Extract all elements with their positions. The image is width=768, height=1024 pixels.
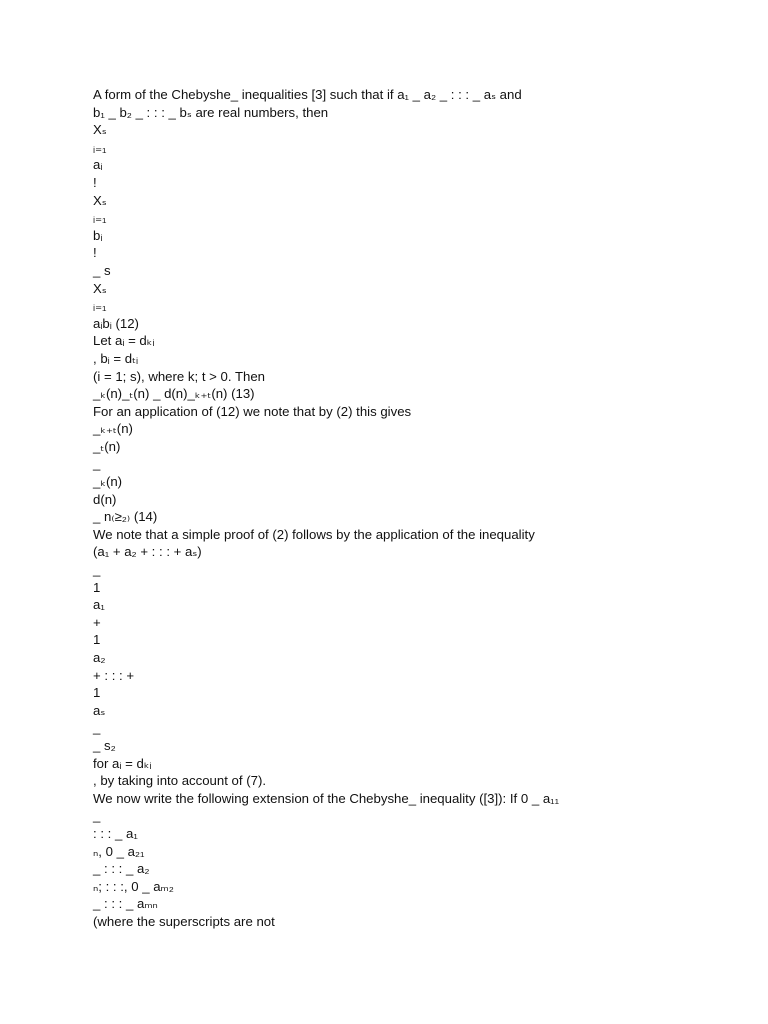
text-line: ᵢ₌₁: [93, 210, 107, 226]
text-line: _ₜ(n): [93, 438, 121, 454]
text-line: a₂: [93, 650, 106, 665]
text-line: _: [93, 456, 101, 472]
text-line: d(n): [93, 491, 117, 507]
text-line: , by taking into account of (7).: [93, 773, 266, 789]
text-line: aₛ: [93, 702, 106, 718]
text-line: ᵢ₌₁: [93, 139, 107, 155]
text-line: For an application of (12) we note that by (2) this gives: [93, 403, 412, 419]
text-line: Xₛ: [93, 122, 107, 138]
text-line: +: [93, 614, 101, 630]
text-line: for aᵢ = dₖᵢ: [93, 755, 152, 771]
text-line: (a₁ + a₂ + : : : + aₛ): [93, 544, 202, 560]
text-line: _ : : : _ aₘₙ: [93, 896, 158, 912]
text-line: _ₖ(n): [93, 474, 123, 490]
text-line: _: [93, 720, 101, 736]
text-line: _ s₂: [93, 737, 116, 753]
text-line: ₙ, 0 _ a₂₁: [93, 843, 145, 859]
text-line: _ n₍≥₂₎ (14): [93, 509, 158, 525]
text-line: Let aᵢ = dₖᵢ: [93, 333, 155, 349]
text-line: , bᵢ = dₜᵢ: [93, 350, 139, 366]
text-line: aᵢ: [93, 157, 103, 173]
text-line: !: [93, 174, 97, 190]
text-line: _ₖ(n)_ₜ(n) _ d(n)_ₖ₊ₜ(n) (13): [93, 386, 255, 402]
text-line: 1: [93, 579, 101, 595]
text-line: Xₛ: [93, 192, 107, 208]
text-line: Xₛ: [93, 280, 107, 296]
text-line: _: [93, 562, 101, 578]
text-line: !: [93, 245, 97, 261]
text-line: bᵢ: [93, 227, 103, 243]
text-line: _ : : : _ a₂: [93, 861, 150, 877]
text-line: (where the superscripts are not: [93, 913, 275, 929]
text-line: 1: [93, 685, 101, 701]
text-line: 1: [93, 632, 101, 648]
text-line: : : : _ a₁: [93, 825, 138, 841]
text-line: aᵢbᵢ (12): [93, 315, 139, 331]
text-line: _ s: [93, 262, 111, 278]
text-line: _ₖ₊ₜ(n): [93, 421, 133, 437]
text-line: A form of the Chebyshe_ inequalities [3] such that if a₁ _ a₂ _ : : : _ aₛ and: [93, 87, 522, 102]
text-line: b₁ _ b₂ _ : : : _ bₛ are real numbers, then: [93, 104, 329, 120]
text-line: We now write the following extension of the Chebyshe_ inequality ([3]): If 0 _ a₁₁: [93, 790, 560, 806]
text-line: (i = 1; s), where k; t > 0. Then: [93, 368, 266, 384]
text-line: a₁: [93, 597, 105, 613]
text-line: + : : : +: [93, 667, 135, 683]
text-line: ₙ; : : :, 0 _ aₘ₂: [93, 878, 174, 894]
text-line: We note that a simple proof of (2) follows by the application of the inequality: [93, 526, 535, 542]
document-body: [93, 86, 733, 931]
text-line: _: [93, 808, 101, 824]
text-line: ᵢ₌₁: [93, 298, 107, 314]
